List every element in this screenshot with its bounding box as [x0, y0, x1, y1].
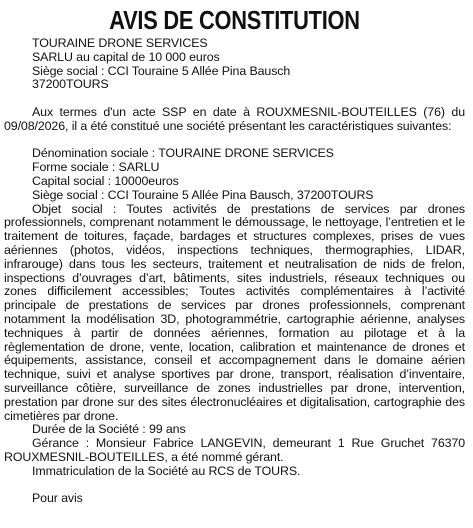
intro-paragraph: Aux termes d'un acte SSP en date à ROUXMESNIL-BOUTEILLES (76) du 09/08/2026, il a été constitué une société présentant les caractéristiques suivantes:	[4, 104, 465, 133]
detail-denomination: Dénomination sociale : TOURAINE DRONE SERVICES	[32, 146, 334, 161]
notice-body	[4, 37, 465, 506]
company-city: 37200TOURS	[32, 77, 109, 92]
company-header	[4, 37, 465, 92]
corporate-purpose: Objet social : Toutes activités de prestations de services par drones professionnels, comprenant notamment le démoussage, le nettoyage, l’entretien et le traitement de toitures, façade, bardages et structures complexes, prises de vues aériennes (photos, vidéos, inspections techniques, thermographies, LIDAR, infrarouge) dans tous les secteurs, traitement et neutralisation de nids de frelon, inspections d’ouvrages d’art, bâtiments, sites industriels, réseaux techniques ou zones difficilement accessibles; Toutes activités complémentaires à l’activité principale de prestations de services par drones professionnels, comprenant notamment la modélisation 3D, photogrammétrie, cartographie aérienne, analyses techniques à partir de données aériennes, formation au pilotage et à la règlementation de drone, vente, location, calibration et maintenance de drones et équipements, assistance, conseil et accompagnement dans le domaine aérien technique, suivi et analyse sportives par drone, transport, réalisation d’inventaire, surveillance côtière, surveillance de zones industrielles par drone, intervention, prestation par drone sur des sites électronucléaires et digitalisation, cartographie des cimetières par drone.	[4, 201, 465, 423]
notice-title: AVIS DE CONSTITUTION	[109, 5, 360, 35]
company-form-capital: SARLU au capital de 10 000 euros	[32, 49, 220, 64]
spacer	[4, 92, 465, 106]
company-details	[4, 147, 465, 202]
detail-registered-office: Siège social : CCI Touraine 5 Allée Pina Bausch, 37200TOURS	[32, 187, 374, 202]
company-name: TOURAINE DRONE SERVICES	[32, 36, 208, 50]
spacer	[4, 134, 465, 148]
management-paragraph: Gérance : Monsieur Fabrice LANGEVIN, demeurant 1 Rue Gruchet 76370 ROUXMESNIL-BOUTEILLES, a été nommé gérant.	[4, 436, 465, 464]
detail-capital: Capital social : 10000euros	[32, 173, 179, 188]
company-address: Siège social : CCI Touraine 5 Allée Pina Bausch	[32, 63, 291, 78]
registration-line: Immatriculation de la Société au RCS de TOURS.	[32, 463, 301, 478]
closing-line: Pour avis	[32, 491, 83, 506]
detail-legal-form: Forme sociale : SARLU	[32, 160, 160, 175]
company-duration: Durée de la Société : 99 ans	[32, 422, 186, 437]
